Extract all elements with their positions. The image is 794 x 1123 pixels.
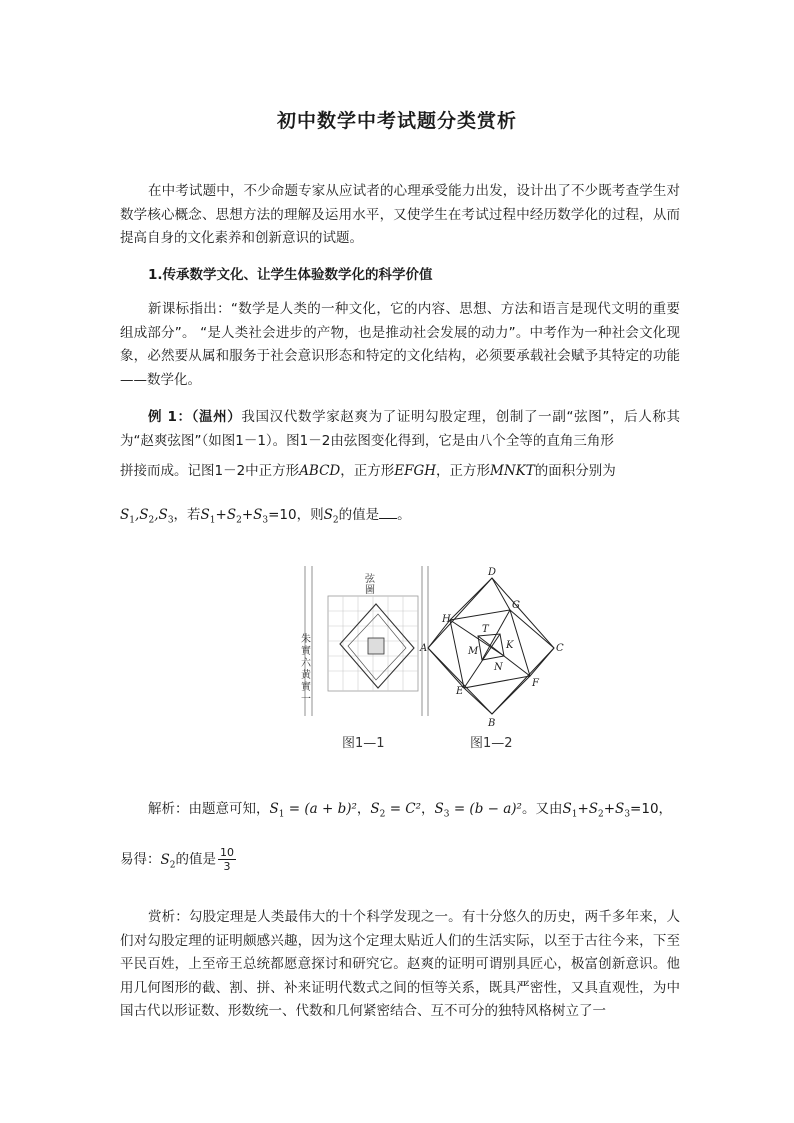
solution-text: =10， <box>630 801 673 817</box>
point-h-label: H <box>442 614 451 625</box>
point-c-label: C <box>556 643 564 654</box>
solution-text: 的值是 <box>175 851 216 868</box>
example-text: 的值是 <box>338 507 380 523</box>
section-paragraph: 新课标指出：“数学是人类的一种文化，它的内容、思想、方法和语言是现代文明的重要组成部分”。 “是人类社会进步的产物，也是推动社会发展的动力”。中考作为一种社会文化现象，必然要从属和服务于社会意识形态和特定的文化结构，必须要承载社会赋予其特定的功能——数学化。 <box>120 301 680 388</box>
figure-top-label: 弦 <box>365 574 375 585</box>
figure-area <box>300 566 564 756</box>
example-text: ，若 <box>173 507 201 523</box>
svg-text:六: 六 <box>301 658 311 669</box>
solution-text: ， <box>421 801 435 817</box>
point-k-label: K <box>506 640 514 651</box>
answer-fraction <box>218 846 236 873</box>
figure-vertical-label <box>301 632 312 705</box>
point-d-label: D <box>488 567 497 578</box>
point-e-label: E <box>456 686 464 697</box>
figure-1-2 <box>428 578 554 714</box>
example-paragraph <box>120 406 680 453</box>
sum-expression: $S_1+S_2+S_3$ <box>200 507 269 526</box>
figure-svg <box>300 566 564 756</box>
solution-line1 <box>120 798 680 827</box>
answer-blank <box>379 506 397 519</box>
sum-expression: $S_1+S_2+S_3$ <box>562 801 631 820</box>
svg-text:朱: 朱 <box>301 634 311 645</box>
point-m-label: M <box>468 646 479 657</box>
section-heading: 1.传承数学文化、让学生体验数学化的科学价值 <box>148 267 433 283</box>
s3-formula: $S_3 = (b - a)^2$ <box>434 801 522 820</box>
point-g-label: G <box>512 600 520 611</box>
solution-label: 解析：由题意可知， <box>148 801 270 817</box>
figure-top-label-2: 圖 <box>365 585 375 596</box>
intro-paragraph: 在中考试题中，不少命题专家从应试者的心理承受能力出发，设计出了不少既考查学生对数学核心概念、思想方法的理解及运用水平，又使学生在考试过程中经历数学化的过程，从而提高自身的文化素养和创新意识的试题。 <box>120 183 680 247</box>
s2-formula: $S_2 = C^2$ <box>370 801 422 820</box>
s1-formula: $S_1 = (a + b)^2$ <box>269 801 357 820</box>
example-line3 <box>120 504 680 533</box>
s2-symbol: $S_2$ <box>160 851 176 871</box>
svg-text:實: 實 <box>301 682 311 693</box>
point-b-label: B <box>488 718 496 729</box>
example-label: 例 1：（温州） <box>148 409 242 425</box>
square-mnkt: MNKT <box>490 463 535 479</box>
fraction-numerator: 10 <box>219 846 234 859</box>
point-f-label: F <box>532 678 539 689</box>
svg-text:黄: 黄 <box>301 670 311 681</box>
square-efgh: EFGH <box>394 463 437 479</box>
s1-s2-s3: $S_1,S_2,S_3$ <box>120 507 174 526</box>
figure-1-1-caption: 图1—1 <box>342 736 385 751</box>
example-line1: 我国汉代数学家赵爽为了证明勾股定理，创制了一副“弦图”，后人称其为“赵爽弦图”（如图1－1）。图1－2由弦图变化得到，它是由八个全等的直角三角形 <box>120 409 680 449</box>
s2-symbol: $S_2$ <box>323 507 339 526</box>
svg-text:一: 一 <box>301 694 311 705</box>
example-text: ，正方形 <box>436 463 491 479</box>
solution-text: 易得： <box>120 851 161 868</box>
appreciation-paragraph: 赏析：勾股定理是人类最伟大的十个科学发现之一。有十分悠久的历史，两千多年来，人们对勾股定理的证明颇感兴趣，因为这个定理太贴近人们的生活实际，以至于古往今来，下至平民百姓，上至帝王总统都愿意探讨和研究它。赵爽的证明可谓别具匠心，极富创新意识。他用几何图形的截、割、拼、补来证明代数式之间的恒等关系，既具严密性，又具直观性，为中国古代以形证数、形数统一、代数和几何紧密结合、互不可分的独特风格树立了一 <box>120 909 680 1020</box>
svg-text:實: 實 <box>301 646 311 657</box>
point-a-label: A <box>420 643 428 654</box>
fraction-denominator: 3 <box>223 860 231 873</box>
example-text: 。 <box>397 507 411 523</box>
page-title: 初中数学中考试题分类赏析 <box>276 110 517 132</box>
solution-text: ， <box>356 801 371 817</box>
example-line2 <box>120 460 680 484</box>
square-abcd: ABCD <box>299 463 341 479</box>
point-n-label: N <box>494 662 503 673</box>
example-text: 拼接而成。记图1－2中正方形 <box>120 463 300 479</box>
point-t-label: T <box>482 624 489 635</box>
example-text: =10，则 <box>268 507 324 523</box>
figure-1-2-caption: 图1—2 <box>470 736 513 751</box>
example-text: 的面积分别为 <box>534 463 616 479</box>
solution-line2 <box>120 846 680 878</box>
solution-text: 。又由 <box>521 801 563 817</box>
example-text: ，正方形 <box>340 463 395 479</box>
